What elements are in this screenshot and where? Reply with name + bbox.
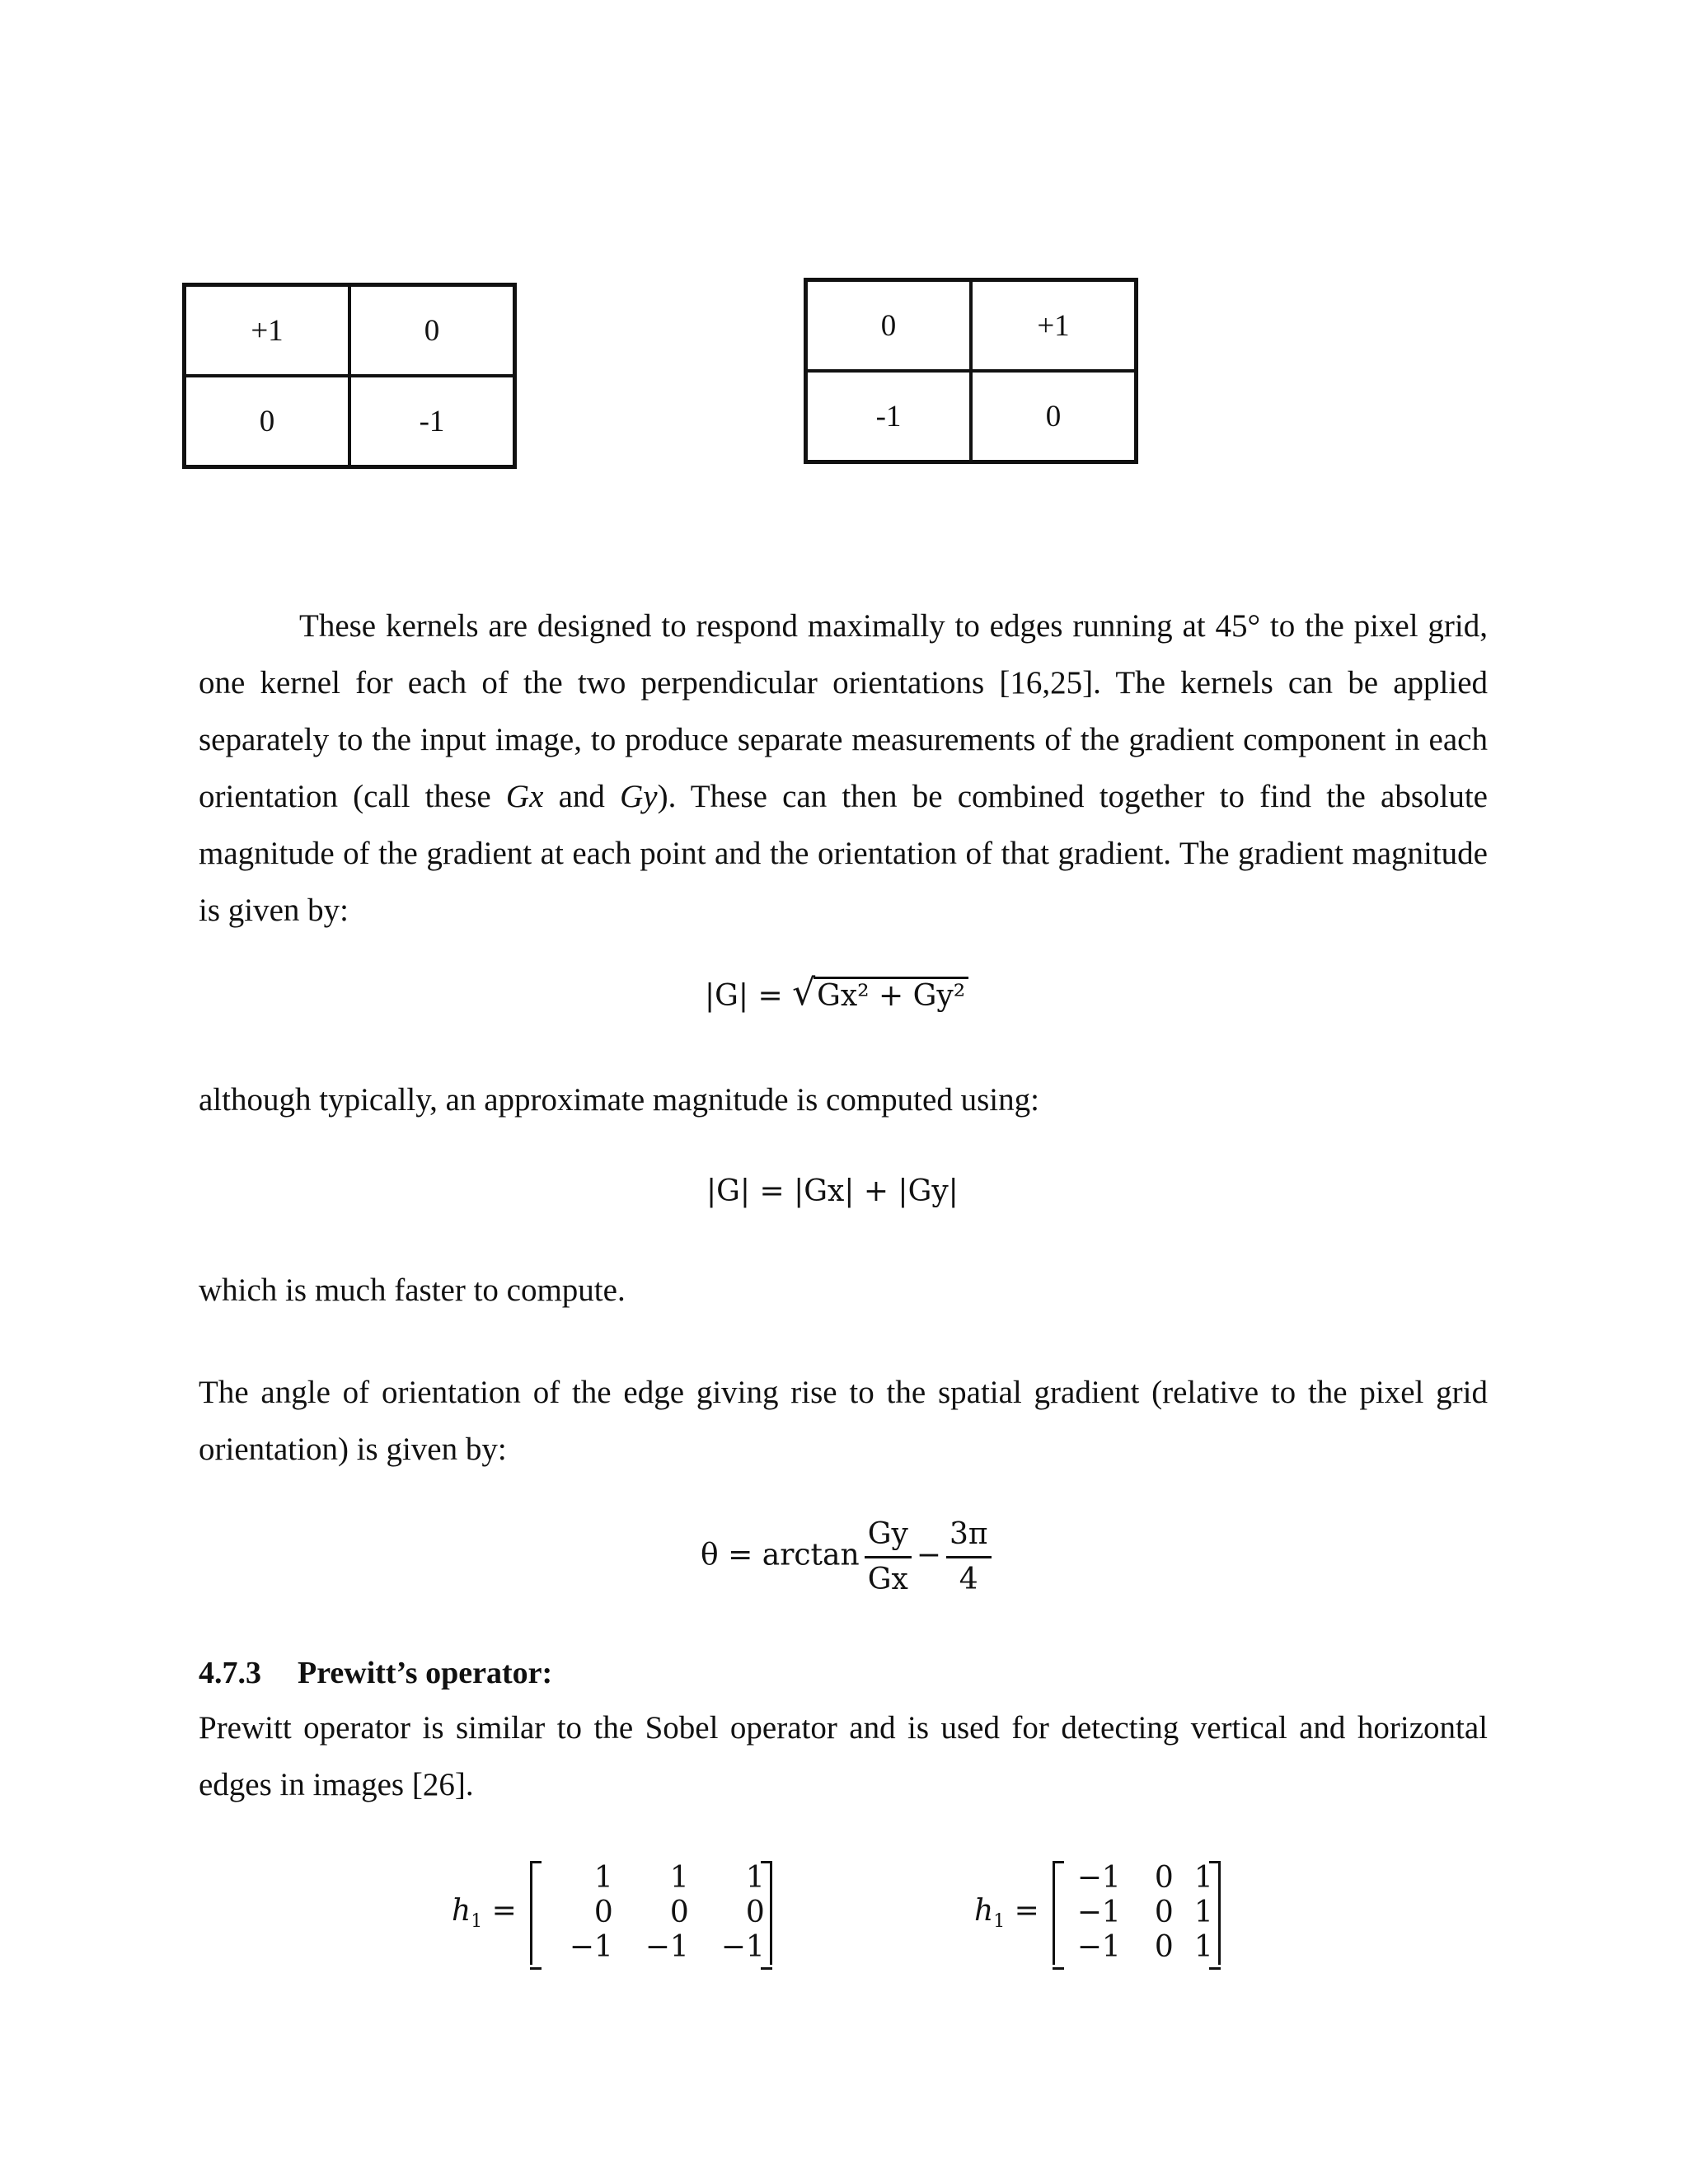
matrix-grid bbox=[1060, 1861, 1213, 1965]
matrix-cell: −1 bbox=[645, 1930, 689, 1964]
matrix-var: h bbox=[974, 1893, 994, 1928]
denominator: 4 bbox=[959, 1563, 978, 1596]
matrix-lhs bbox=[452, 1894, 517, 1932]
fraction-gy-gx bbox=[865, 1513, 912, 1601]
numerator: Gy bbox=[865, 1513, 912, 1558]
matrix-cell: −1 bbox=[569, 1930, 613, 1964]
kernel-cell: -1 bbox=[349, 376, 515, 467]
denominator: Gx bbox=[867, 1563, 908, 1596]
section-heading bbox=[199, 1655, 552, 1691]
bracket-left bbox=[530, 1861, 542, 1970]
bracket-left bbox=[1053, 1861, 1064, 1970]
section-number: 4.7.3 bbox=[199, 1656, 261, 1690]
kernel-cell: 0 bbox=[349, 285, 515, 377]
equation-magnitude bbox=[705, 972, 968, 1014]
matrix-cell: −1 bbox=[1076, 1930, 1121, 1964]
para-text: and bbox=[543, 779, 621, 814]
matrix-var: h bbox=[452, 1893, 471, 1928]
kernel-cell: +1 bbox=[971, 280, 1137, 372]
matrix-brackets bbox=[530, 1861, 772, 1965]
minus-sign: − bbox=[916, 1538, 941, 1572]
kernel-cell: 0 bbox=[185, 376, 350, 467]
equals-sign: = bbox=[1014, 1893, 1039, 1928]
paragraph-angle: The angle of orientation of the edge giving rise to the spatial gradient (relative to the pixel grid orientation) is given by: bbox=[199, 1375, 1488, 1467]
kernel-cell: +1 bbox=[185, 285, 350, 377]
bracket-right bbox=[761, 1861, 772, 1970]
sqrt-symbol: √ bbox=[792, 972, 816, 1014]
numerator: 3π bbox=[946, 1513, 992, 1558]
equals-sign: = bbox=[491, 1893, 517, 1928]
matrix-cell: 0 bbox=[593, 1896, 613, 1929]
matrix-cell: 1 bbox=[1193, 1896, 1213, 1929]
matrix-sub: 1 bbox=[471, 1911, 483, 1933]
matrix-cell: −1 bbox=[1076, 1896, 1121, 1929]
kernel-table-a bbox=[182, 283, 517, 469]
matrix-cell: 1 bbox=[1193, 1861, 1213, 1895]
section-title: Prewitt’s operator: bbox=[298, 1656, 553, 1690]
matrix-lhs bbox=[974, 1894, 1039, 1932]
matrix-cell: 0 bbox=[669, 1896, 689, 1929]
bracket-right bbox=[1209, 1861, 1221, 1970]
matrix-cell: 1 bbox=[1193, 1930, 1213, 1964]
para-text: These kernels are designed to respond maximally to edges running at 45° to the pixel grid, one kernel for each of the two perpendicular orientations [16,25]. The kernels can be applied separately to the input image, to produce separate measurements of the gradient component in each orientation (call these bbox=[199, 608, 1488, 814]
var-gx: Gx bbox=[505, 779, 544, 814]
matrix-cell: 0 bbox=[1154, 1861, 1174, 1895]
matrix-cell: −1 bbox=[1076, 1861, 1121, 1895]
para-text: ). These can then be combined together to find the absolute magnitude of the gradient at each point and the orientation of that gradient. The gradient magnitude is given by: bbox=[199, 779, 1488, 928]
sqrt-expression bbox=[792, 972, 968, 1014]
paragraph-kernels bbox=[199, 598, 1488, 939]
radicand: Gx² + Gy² bbox=[814, 977, 968, 1013]
matrix-h1-horizontal bbox=[452, 1861, 772, 1965]
matrix-sub: 1 bbox=[993, 1911, 1006, 1933]
matrix-brackets bbox=[1053, 1861, 1221, 1965]
matrix-cell: 1 bbox=[669, 1861, 689, 1895]
matrix-cell: 1 bbox=[593, 1861, 613, 1895]
matrix-cell: 0 bbox=[1154, 1930, 1174, 1964]
paragraph-prewitt: Prewitt operator is similar to the Sobel operator and is used for detecting vertical and horizontal edges in images [26]. bbox=[199, 1710, 1488, 1802]
matrix-cell: −1 bbox=[720, 1930, 765, 1964]
var-gy: Gy bbox=[620, 779, 658, 814]
kernel-cell: 0 bbox=[971, 371, 1137, 462]
kernel-cell: -1 bbox=[806, 371, 972, 462]
matrix-cell: 0 bbox=[1154, 1896, 1174, 1929]
text-faster: which is much faster to compute. bbox=[199, 1272, 626, 1308]
fraction-3pi-4 bbox=[946, 1513, 992, 1601]
eq-lhs: θ = arctan bbox=[701, 1538, 860, 1572]
text-approx: although typically, an approximate magnitude is computed using: bbox=[199, 1082, 1039, 1118]
equation-approx-magnitude: |G| = |Gx| + |Gy| bbox=[706, 1174, 959, 1208]
matrix-grid bbox=[537, 1861, 765, 1965]
kernel-table-b bbox=[804, 278, 1138, 464]
matrix-cell: 1 bbox=[745, 1861, 765, 1895]
eq-lhs: |G| = bbox=[705, 979, 783, 1013]
matrix-cell: 0 bbox=[745, 1896, 765, 1929]
matrix-h1-vertical bbox=[974, 1861, 1221, 1965]
equation-angle bbox=[701, 1513, 996, 1601]
kernel-cell: 0 bbox=[806, 280, 972, 372]
